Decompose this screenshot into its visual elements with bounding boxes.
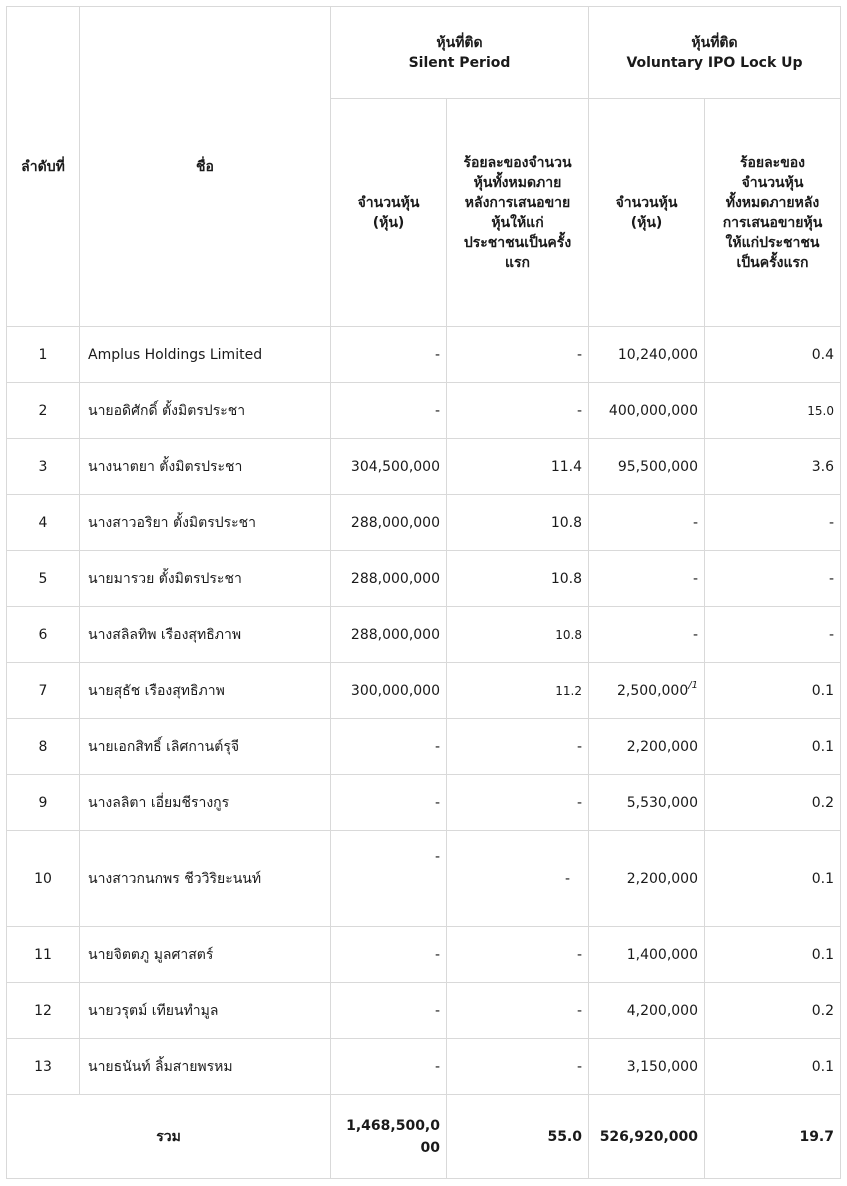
row-lu-shares: 10,240,000 xyxy=(589,327,705,383)
row-sp-percent: 10.8 xyxy=(447,607,589,663)
table-row xyxy=(7,1039,841,1095)
row-lu-percent: 0.1 xyxy=(705,663,841,719)
row-name: นางสาวอริยา ตั้งมิตรประชา xyxy=(80,495,331,551)
row-name: นางลลิตา เอี่ยมชีรางกูร xyxy=(80,775,331,831)
table-row xyxy=(7,831,841,927)
row-name: นางสลิลทิพ เรืองสุทธิภาพ xyxy=(80,607,331,663)
table-row xyxy=(7,439,841,495)
header-lu-shares: จำนวนหุ้น (หุ้น) xyxy=(589,99,705,327)
row-sp-percent: 11.2 xyxy=(447,663,589,719)
row-no: 2 xyxy=(7,383,80,439)
header-sp-percent: ร้อยละของจำนวน หุ้นทั้งหมดภาย หลังการเสนอขาย หุ้นให้แก่ ประชาชนเป็นครั้ง แรก xyxy=(447,99,589,327)
row-sp-percent: - xyxy=(447,927,589,983)
row-sp-shares: 288,000,000 xyxy=(331,607,447,663)
total-lu-shares: 526,920,000 xyxy=(589,1095,705,1179)
row-sp-shares: 304,500,000 xyxy=(331,439,447,495)
table-row xyxy=(7,383,841,439)
footnote-marker: /1 xyxy=(688,679,698,691)
row-sp-shares: 288,000,000 xyxy=(331,551,447,607)
row-lu-percent: 0.2 xyxy=(705,775,841,831)
row-lu-percent: 0.1 xyxy=(705,831,841,927)
total-sp-shares: 1,468,500,000 xyxy=(331,1095,447,1179)
row-lu-percent: 15.0 xyxy=(705,383,841,439)
row-sp-shares: - xyxy=(331,831,447,927)
row-no: 12 xyxy=(7,983,80,1039)
row-sp-percent: - xyxy=(447,1039,589,1095)
row-lu-percent: - xyxy=(705,495,841,551)
row-name: นายสุธัช เรืองสุทธิภาพ xyxy=(80,663,331,719)
row-name: นางสาวกนกพร ชีววิริยะนนท์ xyxy=(80,831,331,927)
table-row xyxy=(7,927,841,983)
row-sp-percent: - xyxy=(447,327,589,383)
row-lu-percent: 0.1 xyxy=(705,1039,841,1095)
row-name: นายอดิศักดิ์ ตั้งมิตรประชา xyxy=(80,383,331,439)
row-sp-percent: - xyxy=(447,775,589,831)
row-no: 3 xyxy=(7,439,80,495)
row-sp-percent: 10.8 xyxy=(447,495,589,551)
row-no: 10 xyxy=(7,831,80,927)
table-row xyxy=(7,607,841,663)
row-sp-percent: - xyxy=(447,831,589,927)
row-lu-percent: 3.6 xyxy=(705,439,841,495)
row-sp-shares: - xyxy=(331,775,447,831)
row-lu-shares: 95,500,000 xyxy=(589,439,705,495)
row-lu-percent: 0.2 xyxy=(705,983,841,1039)
row-lu-shares: - xyxy=(589,607,705,663)
header-no: ลำดับที่ xyxy=(7,7,80,327)
row-no: 13 xyxy=(7,1039,80,1095)
header-lu-percent: ร้อยละของ จำนวนหุ้น ทั้งหมดภายหลัง การเสนอขายหุ้น ให้แก่ประชาชน เป็นครั้งแรก xyxy=(705,99,841,327)
table-row xyxy=(7,495,841,551)
row-sp-percent: - xyxy=(447,719,589,775)
row-lu-percent: 0.1 xyxy=(705,719,841,775)
row-no: 9 xyxy=(7,775,80,831)
row-lu-percent: 0.1 xyxy=(705,927,841,983)
total-sp-percent: 55.0 xyxy=(447,1095,589,1179)
row-lu-percent: - xyxy=(705,607,841,663)
row-lu-percent: 0.4 xyxy=(705,327,841,383)
total-lu-percent: 19.7 xyxy=(705,1095,841,1179)
row-sp-percent: - xyxy=(447,983,589,1039)
row-lu-shares: - xyxy=(589,495,705,551)
row-no: 6 xyxy=(7,607,80,663)
row-name: นางนาตยา ตั้งมิตรประชา xyxy=(80,439,331,495)
shareholder-lockup-table xyxy=(6,6,841,1179)
table-row xyxy=(7,775,841,831)
row-lu-shares: 4,200,000 xyxy=(589,983,705,1039)
header-silent-period: หุ้นที่ติด Silent Period xyxy=(331,7,589,99)
row-sp-shares: - xyxy=(331,983,447,1039)
table-row xyxy=(7,663,841,719)
row-lu-shares: 1,400,000 xyxy=(589,927,705,983)
row-no: 4 xyxy=(7,495,80,551)
table-row xyxy=(7,327,841,383)
row-name: นายเอกสิทธิ์ เลิศกานต์รุจี xyxy=(80,719,331,775)
row-no: 11 xyxy=(7,927,80,983)
row-sp-shares: - xyxy=(331,1039,447,1095)
row-sp-shares: - xyxy=(331,383,447,439)
row-no: 8 xyxy=(7,719,80,775)
row-lu-shares: 3,150,000 xyxy=(589,1039,705,1095)
total-label: รวม xyxy=(7,1095,331,1179)
header-voluntary-lockup: หุ้นที่ติด Voluntary IPO Lock Up xyxy=(589,7,841,99)
row-no: 1 xyxy=(7,327,80,383)
row-lu-shares: 5,530,000 xyxy=(589,775,705,831)
row-sp-shares: 300,000,000 xyxy=(331,663,447,719)
row-lu-shares: 2,200,000 xyxy=(589,831,705,927)
row-sp-shares: - xyxy=(331,719,447,775)
header-sp-shares: จำนวนหุ้น (หุ้น) xyxy=(331,99,447,327)
row-lu-shares: $2,500,000^{/1}$ xyxy=(589,663,705,719)
row-sp-shares: - xyxy=(331,927,447,983)
row-no: 5 xyxy=(7,551,80,607)
row-sp-shares: - xyxy=(331,327,447,383)
row-name: นายวรุตม์ เทียนทำมูล xyxy=(80,983,331,1039)
row-name: Amplus Holdings Limited xyxy=(80,327,331,383)
table-row xyxy=(7,551,841,607)
total-row xyxy=(7,1095,841,1179)
row-lu-shares: 2,200,000 xyxy=(589,719,705,775)
table-row xyxy=(7,983,841,1039)
row-name: นายธนันท์ ลิ้มสายพรหม xyxy=(80,1039,331,1095)
row-sp-percent: 10.8 xyxy=(447,551,589,607)
row-sp-shares: 288,000,000 xyxy=(331,495,447,551)
header-name: ชื่อ xyxy=(80,7,331,327)
row-lu-shares: 400,000,000 xyxy=(589,383,705,439)
row-lu-shares: - xyxy=(589,551,705,607)
row-sp-percent: 11.4 xyxy=(447,439,589,495)
row-lu-percent: - xyxy=(705,551,841,607)
row-no: 7 xyxy=(7,663,80,719)
row-name: นายมารวย ตั้งมิตรประชา xyxy=(80,551,331,607)
table-row xyxy=(7,719,841,775)
row-name: นายจิตตภู มูลศาสตร์ xyxy=(80,927,331,983)
row-sp-percent: - xyxy=(447,383,589,439)
